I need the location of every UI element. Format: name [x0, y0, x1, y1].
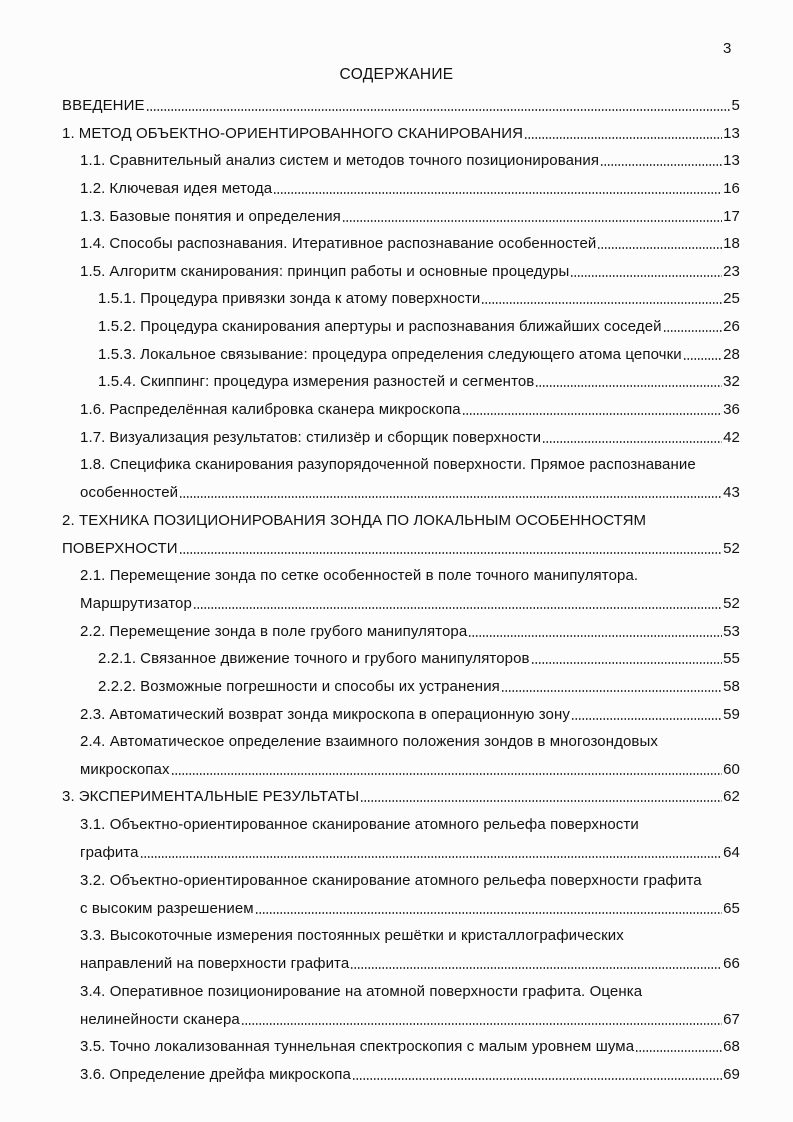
toc-page-number: 23: [723, 263, 740, 280]
toc-line: [80, 594, 740, 614]
dot-leader: [501, 688, 722, 693]
toc-entry-first-line: [80, 815, 639, 835]
dot-leader: [481, 300, 722, 305]
toc-entry-first-line: [80, 455, 696, 475]
toc-page-number: 58: [723, 678, 740, 695]
toc-page-number: 18: [723, 235, 740, 252]
toc-line: [80, 760, 740, 780]
toc-entry-title: ТЕХНИКА ПОЗИЦИОНИРОВАНИЯ ЗОНДА ПО ЛОКАЛЬНЫМ ОСОБЕННОСТЯМ: [79, 512, 647, 529]
toc-line: [80, 179, 740, 199]
toc-page-number: 52: [723, 595, 740, 612]
toc-page-number: 36: [723, 401, 740, 418]
dot-leader: [255, 910, 722, 915]
dot-leader: [342, 218, 722, 223]
dot-leader: [179, 494, 722, 499]
toc-entry-number: 1.8.: [80, 456, 106, 473]
toc-page-number: 53: [723, 623, 740, 640]
toc-line: [98, 372, 740, 392]
dot-leader: [597, 245, 722, 250]
toc-entry-title: Способы распознавания. Итеративное распознавание особенностей: [109, 235, 597, 252]
toc-line: [80, 1065, 740, 1085]
toc-entry-title: МЕТОД ОБЪЕКТНО-ОРИЕНТИРОВАННОГО СКАНИРОВАНИЯ: [78, 125, 524, 142]
toc-entry-number: 2.3.: [80, 706, 106, 723]
toc-entry-title: Специфика сканирования разупорядоченной поверхности. Прямое распознавание: [109, 456, 696, 473]
toc-entry-title: ВВЕДЕНИЕ: [62, 97, 145, 114]
toc-page-number: 13: [723, 152, 740, 169]
toc-line: [80, 705, 740, 725]
dot-leader: [570, 273, 722, 278]
toc-entry-title: Перемещение зонда в поле грубого манипулятора: [109, 623, 468, 640]
toc-entry-title: ЭКСПЕРИМЕНТАЛЬНЫЕ РЕЗУЛЬТАТЫ: [78, 788, 360, 805]
toc-entry-title: Объектно-ориентированное сканирование атомного рельефа поверхности: [109, 816, 639, 833]
toc-entry-number: 2.2.1.: [98, 650, 137, 667]
toc-page-number: 68: [723, 1038, 740, 1055]
dot-leader: [535, 383, 722, 388]
toc-entry-title: Скиппинг: процедура измерения разностей и сегментов: [140, 373, 535, 390]
toc-entry-number: 1.5.2.: [98, 318, 137, 335]
toc-entry-title: Объектно-ориентированное сканирование атомного рельефа поверхности графита: [109, 872, 702, 889]
toc-entry-title: Автоматическое определение взаимного положения зондов в многозондовых: [109, 733, 658, 750]
toc-entry-title: Алгоритм сканирования: принцип работы и основные процедуры: [109, 263, 570, 280]
dot-leader: [352, 1076, 722, 1081]
toc-entry-title: направлений на поверхности графита: [80, 955, 350, 972]
toc-entry-first-line: [80, 871, 702, 891]
toc-entry-number: 3.5.: [80, 1038, 106, 1055]
toc-entry-number: 1.6.: [80, 401, 106, 418]
dot-leader: [462, 411, 722, 416]
toc-entry-title: Процедура привязки зонда к атому поверхности: [140, 290, 481, 307]
toc-entry-title: Визуализация результатов: стилизёр и сборщик поверхности: [109, 429, 542, 446]
dot-leader: [683, 356, 722, 361]
toc-line: [98, 289, 740, 309]
toc-entry-title: Автоматический возврат зонда микроскопа в операционную зону: [109, 706, 570, 723]
toc-page-number: 13: [723, 125, 740, 142]
dot-leader: [146, 107, 731, 112]
dot-leader: [531, 660, 722, 665]
toc-entry-first-line: [80, 982, 642, 1002]
toc-entry-first-line: [80, 926, 624, 946]
toc-line: [80, 207, 740, 227]
toc-entry-number: 2.: [62, 512, 75, 529]
toc-line: [80, 400, 740, 420]
toc-entry-title: Определение дрейфа микроскопа: [109, 1066, 351, 1083]
toc-line: [62, 124, 740, 144]
toc-entry-title: Связанное движение точного и грубого манипуляторов: [140, 650, 530, 667]
toc-line: [80, 151, 740, 171]
toc-entry-title: с высоким разрешением: [80, 900, 254, 917]
toc-entry-number: 3.: [62, 788, 75, 805]
toc-line: [98, 677, 740, 697]
dot-leader: [140, 854, 722, 859]
toc-page-number: 67: [723, 1011, 740, 1028]
toc-entry-title: Маршрутизатор: [80, 595, 192, 612]
dot-leader: [360, 798, 722, 803]
toc-line: [80, 262, 740, 282]
page-number: 3: [723, 40, 732, 57]
toc-line: [62, 787, 740, 807]
dot-leader: [468, 633, 722, 638]
toc-entry-title: Высокоточные измерения постоянных решётки и кристаллографических: [109, 927, 624, 944]
toc-entry-number: 3.6.: [80, 1066, 106, 1083]
toc-line: [98, 345, 740, 365]
toc-page-number: 17: [723, 208, 740, 225]
toc-entry-title: особенностей: [80, 484, 179, 501]
toc-line: [80, 843, 740, 863]
dot-leader: [241, 1021, 722, 1026]
toc-line: [80, 234, 740, 254]
toc-line: [62, 539, 740, 559]
toc-line: [98, 317, 740, 337]
toc-entry-number: 1.5.3.: [98, 346, 137, 363]
toc-entry-number: 1.: [62, 125, 75, 142]
toc-entry-first-line: [80, 732, 658, 752]
toc-entry-title: Процедура сканирования апертуры и распознавания ближайших соседей: [140, 318, 662, 335]
toc-line: [62, 96, 740, 116]
toc-entry-title: нелинейности сканера: [80, 1011, 240, 1028]
toc-page-number: 32: [723, 373, 740, 390]
toc-entry-number: 1.5.1.: [98, 290, 137, 307]
toc-entry-title: ПОВЕРХНОСТИ: [62, 540, 178, 557]
toc-line: [80, 954, 740, 974]
toc-page-number: 64: [723, 844, 740, 861]
dot-leader: [635, 1048, 722, 1053]
dot-leader: [273, 190, 722, 195]
toc-entry-title: Базовые понятия и определения: [109, 208, 341, 225]
toc-entry-number: 3.2.: [80, 872, 106, 889]
toc-entry-title: Локальное связывание: процедура определения следующего атома цепочки: [140, 346, 682, 363]
toc-entry-number: 1.5.: [80, 263, 106, 280]
toc-entry-number: 1.5.4.: [98, 373, 137, 390]
dot-leader: [600, 162, 722, 167]
toc-page-number: 25: [723, 290, 740, 307]
dot-leader: [193, 605, 722, 610]
toc-page-number: 55: [723, 650, 740, 667]
toc-entry-title: Точно локализованная туннельная спектроскопия с малым уровнем шума: [109, 1038, 635, 1055]
toc-entry-title: Оперативное позиционирование на атомной поверхности графита. Оценка: [109, 983, 643, 1000]
dot-leader: [571, 716, 722, 721]
page-title: СОДЕРЖАНИЕ: [339, 66, 454, 83]
toc-entry-title: Ключевая идея метода: [109, 180, 273, 197]
toc-page-number: 52: [723, 540, 740, 557]
toc-entry-number: 1.3.: [80, 208, 106, 225]
toc-entry-number: 3.3.: [80, 927, 106, 944]
toc-entry-title: Возможные погрешности и способы их устранения: [140, 678, 500, 695]
toc-entry-first-line: [62, 511, 646, 531]
toc-entry-number: 1.1.: [80, 152, 106, 169]
toc-entry-number: 1.7.: [80, 429, 106, 446]
toc-entry-number: 1.2.: [80, 180, 106, 197]
dot-leader: [663, 328, 722, 333]
toc-entry-title: Распределённая калибровка сканера микроскопа: [109, 401, 461, 418]
dot-leader: [350, 965, 722, 970]
toc-page-number: 26: [723, 318, 740, 335]
toc-page-number: 5: [731, 97, 740, 114]
toc-entry-number: 1.4.: [80, 235, 106, 252]
toc-entry-number: 3.4.: [80, 983, 106, 1000]
toc-entry-title: микроскопах: [80, 761, 170, 778]
toc-entry-number: 2.2.: [80, 623, 106, 640]
toc-page-number: 69: [723, 1066, 740, 1083]
toc-page-number: 62: [723, 788, 740, 805]
toc-entry-number: 2.1.: [80, 567, 106, 584]
toc-entry-number: 2.4.: [80, 733, 106, 750]
dot-leader: [179, 550, 722, 555]
toc-entry-first-line: [80, 566, 638, 586]
dot-leader: [171, 771, 723, 776]
toc-page-number: 42: [723, 429, 740, 446]
dot-leader: [524, 135, 722, 140]
toc-entry-title: Перемещение зонда по сетке особенностей в поле точного манипулятора.: [109, 567, 639, 584]
toc-line: [80, 1010, 740, 1030]
toc-line: [80, 622, 740, 642]
toc-page-number: 43: [723, 484, 740, 501]
toc-line: [80, 899, 740, 919]
toc-entry-title: графита: [80, 844, 139, 861]
toc-line: [98, 649, 740, 669]
toc-page-number: 60: [723, 761, 740, 778]
toc-entry-number: 2.2.2.: [98, 678, 137, 695]
toc-page-number: 66: [723, 955, 740, 972]
toc-entry-title: Сравнительный анализ систем и методов точного позиционирования: [109, 152, 600, 169]
toc-line: [80, 1037, 740, 1057]
toc-page-number: 28: [723, 346, 740, 363]
toc-line: [80, 428, 740, 448]
dot-leader: [542, 439, 722, 444]
toc-page-number: 16: [723, 180, 740, 197]
toc-line: [80, 483, 740, 503]
toc-page-number: 65: [723, 900, 740, 917]
toc-page-number: 59: [723, 706, 740, 723]
toc-entry-number: 3.1.: [80, 816, 106, 833]
